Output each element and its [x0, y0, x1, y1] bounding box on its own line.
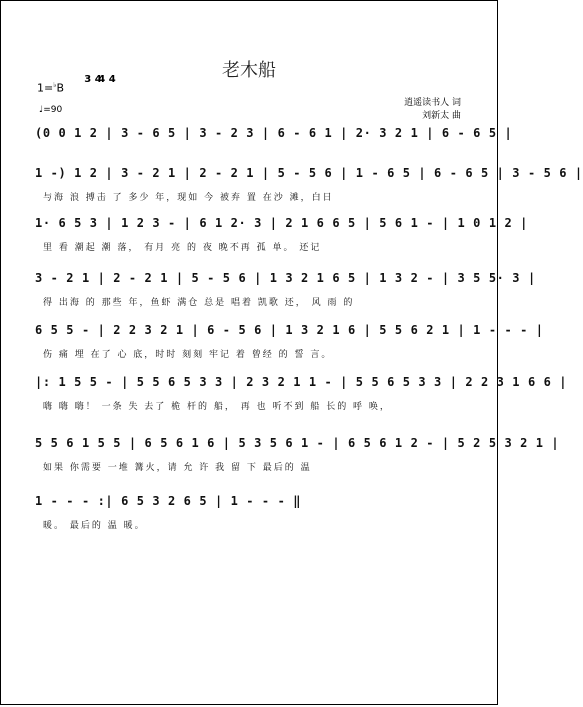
lyrics-row-8: 暖。 最后的 温 暖。 [43, 521, 146, 531]
lyrics-row-6: 嗨 嗨 嗨！ 一条 失 去了 桅 杆的 船， 再 也 听不到 船 长的 呼 唤， [43, 402, 391, 412]
key-prefix: 1= [37, 81, 54, 95]
notes-row-6: |: 1 5 5 - | 5 5 6 5 3 3 | 2 3 2 1 1 - | 5 5 6 5 3 3 | 2 2 3 1 6 6 | [35, 375, 568, 389]
lyricist-credit: 逍遥读书人 词 [404, 98, 461, 108]
notes-row-7: 5 5 6 1 5 5 | 6 5 6 1 6 | 5 3 5 6 1 - | 6 5 6 1 2 - | 5 2 5 3 2 1 | [35, 436, 560, 450]
score-row-3 [35, 216, 528, 266]
lyrics-row-5: 伤 痛 埋 在了 心 底，时时 刻刻 牢记 着 曾经 的 誓 言。 [43, 350, 333, 360]
notes-row-1: (0 0 1 2 | 3 - 6 5 | 3 - 2 3 | 6 - 6 1 | 2· 3 2 1 | 6 - 6 5 | [35, 126, 513, 140]
notes-row-4: 3 - 2 1 | 2 - 2 1 | 5 - 5 6 | 1 3 2 1 6 5 | 1 3 2 - | 3 5 5· 3 | [35, 271, 536, 285]
time-signature-1: 3 4 [84, 74, 102, 85]
key-signature [37, 81, 64, 95]
tempo-marking: ♩=90 [39, 105, 63, 115]
notes-row-2: 1 -) 1 2 | 3 - 2 1 | 2 - 2 1 | 5 - 5 6 | 1 - 6 5 | 6 - 6 5 | 3 - 5 6 | [35, 166, 583, 180]
score-row-4 [35, 271, 536, 321]
flat-sign: ♭ [53, 81, 57, 89]
notes-row-5: 6 5 5 - | 2 2 3 2 1 | 6 - 5 6 | 1 3 2 1 6 | 5 5 6 2 1 | 1 - - - | [35, 323, 544, 337]
credits [404, 97, 461, 123]
song-title: 老木船 [222, 60, 276, 81]
lyrics-row-7: 如果 你需要 一堆 篝火，请 允 许 我 留 下 最后的 温 [43, 463, 312, 473]
lyrics-row-4: 得 出海 的 那些 年，鱼虾 满仓 总是 唱着 凯歌 还， 风 雨 的 [43, 298, 355, 308]
score-row-6 [35, 375, 568, 425]
score-row-7 [35, 436, 560, 486]
composer-credit: 刘新太 曲 [422, 111, 461, 121]
lyrics-row-2: 与海 浪 搏击 了 多少 年，现如 今 被弃 置 在沙 滩，白日 [43, 193, 334, 203]
key-note: B [56, 81, 65, 95]
score-row-5 [35, 323, 544, 373]
time-signature-2: 4 4 [98, 74, 116, 85]
notes-row-3: 1· 6 5 3 | 1 2 3 - | 6 1 2· 3 | 2 1 6 6 5 | 5 6 1 - | 1 0 1 2 | [35, 216, 528, 230]
score-row-2 [35, 166, 583, 216]
lyrics-row-3: 里 看 潮起 潮 落， 有月 亮 的 夜 晚不再 孤 单。 还记 [43, 243, 322, 253]
notes-row-8: 1 - - - :| 6 5 3 2 6 5 | 1 - - - ‖ [35, 494, 302, 508]
score-row-8 [35, 494, 302, 544]
